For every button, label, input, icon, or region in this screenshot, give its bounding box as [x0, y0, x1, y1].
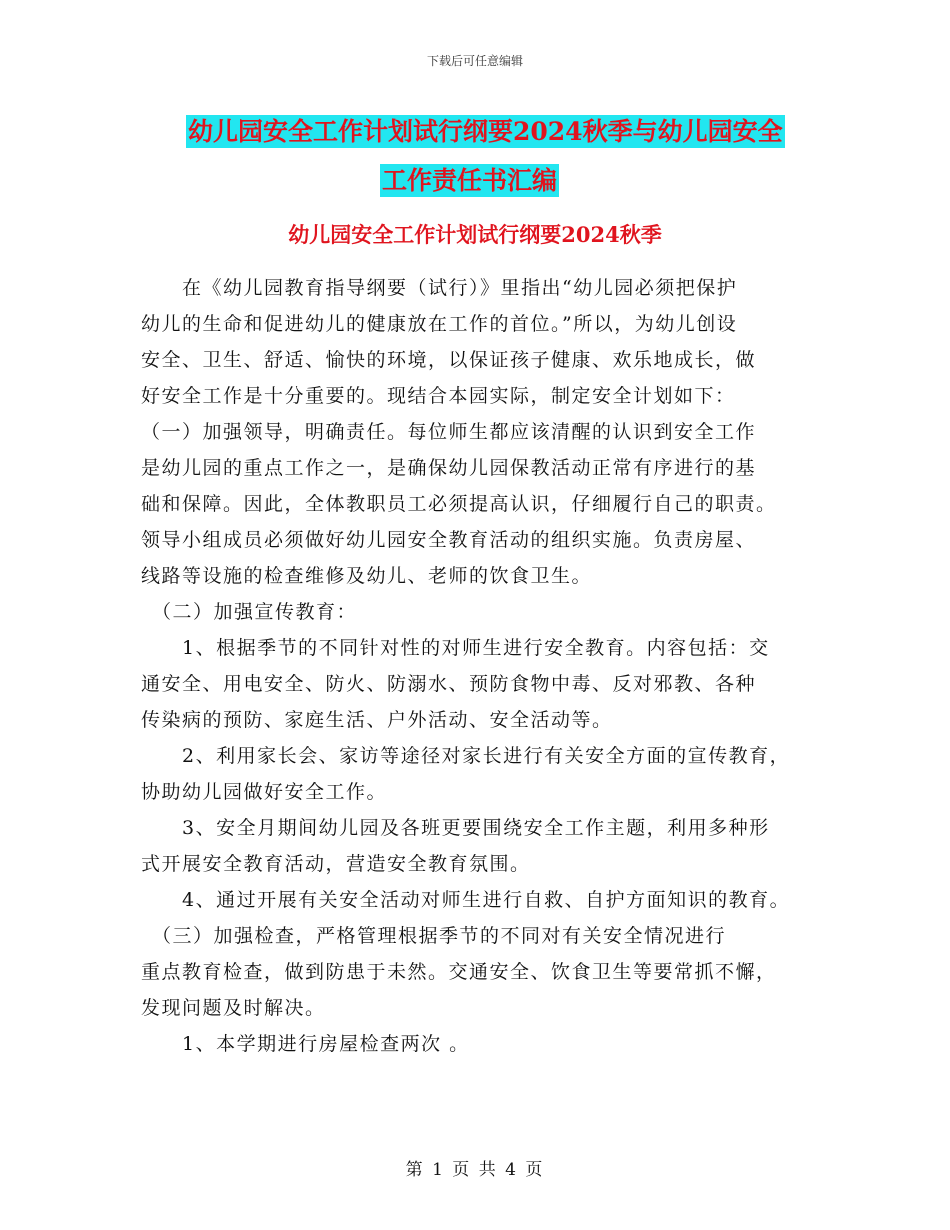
text-line: （二）加强宣传教育： — [141, 601, 358, 623]
text-line: （三）加强检查，严格管理根据季节的不同对有关安全情况进行 — [141, 925, 727, 947]
text-line: 础和保障。因此，全体教职员工必须提高认识，仔细履行自己的职责。 — [141, 493, 777, 515]
text-line: 好安全工作是十分重要的。现结合本园实际，制定安全计划如下： — [141, 385, 736, 407]
title-line-1: 幼儿园安全工作计划试行纲要2024秋季与幼儿园安全 — [188, 117, 783, 146]
text-line: 1、根据季节的不同针对性的对师生进行安全教育。内容包括：交 — [141, 637, 770, 659]
page-header: 下载后可任意编辑 — [426, 54, 523, 68]
text-line: 线路等设施的检查维修及幼儿、老师的饮食卫生。 — [141, 565, 593, 587]
text-line: 是幼儿园的重点工作之一，是确保幼儿园保教活动正常有序进行的基 — [141, 457, 757, 479]
text-line: 领导小组成员必须做好幼儿园安全教育活动的组织实施。负责房屋、 — [141, 529, 757, 551]
text-line: 传染病的预防、家庭生活、户外活动、安全活动等。 — [141, 709, 613, 731]
text-line: 3、安全月期间幼儿园及各班更要围绕安全工作主题，利用多种形 — [141, 817, 770, 839]
text-line: 协助幼儿园做好安全工作。 — [141, 781, 388, 803]
text-line: 式开展安全教育活动，营造安全教育氛围。 — [141, 853, 531, 875]
text-line: 在《幼儿园教育指导纲要（试行）》里指出“幼儿园必须把保护 — [141, 277, 738, 299]
text-line: 安全、卫生、舒适、愉快的环境，以保证孩子健康、欢乐地成长，做 — [141, 349, 757, 371]
text-line: 幼儿的生命和促进幼儿的健康放在工作的首位。”所以，为幼儿创设 — [141, 313, 738, 335]
page-number: 第 1 页 共 4 页 — [405, 1160, 545, 1180]
text-line: 发现问题及时解决。 — [141, 997, 326, 1019]
text-line: 4、通过开展有关安全活动对师生进行自救、自护方面知识的教育。 — [141, 889, 791, 911]
text-line: （一）加强领导，明确责任。每位师生都应该清醒的认识到安全工作 — [141, 421, 757, 443]
text-line: 通安全、用电安全、防火、防溺水、预防食物中毒、反对邪教、各种 — [141, 673, 757, 695]
text-line: 重点教育检查，做到防患于未然。交通安全、饮食卫生等要常抓不懈， — [141, 961, 777, 983]
body-text — [141, 270, 821, 1062]
section-title: 幼儿园安全工作计划试行纲要2024秋季 — [288, 222, 662, 247]
text-line: 1、本学期进行房屋检查两次 。 — [141, 1033, 470, 1055]
text-line: 2、利用家长会、家访等途径对家长进行有关安全方面的宣传教育， — [141, 745, 791, 767]
title-line-2: 工作责任书汇编 — [382, 166, 558, 195]
